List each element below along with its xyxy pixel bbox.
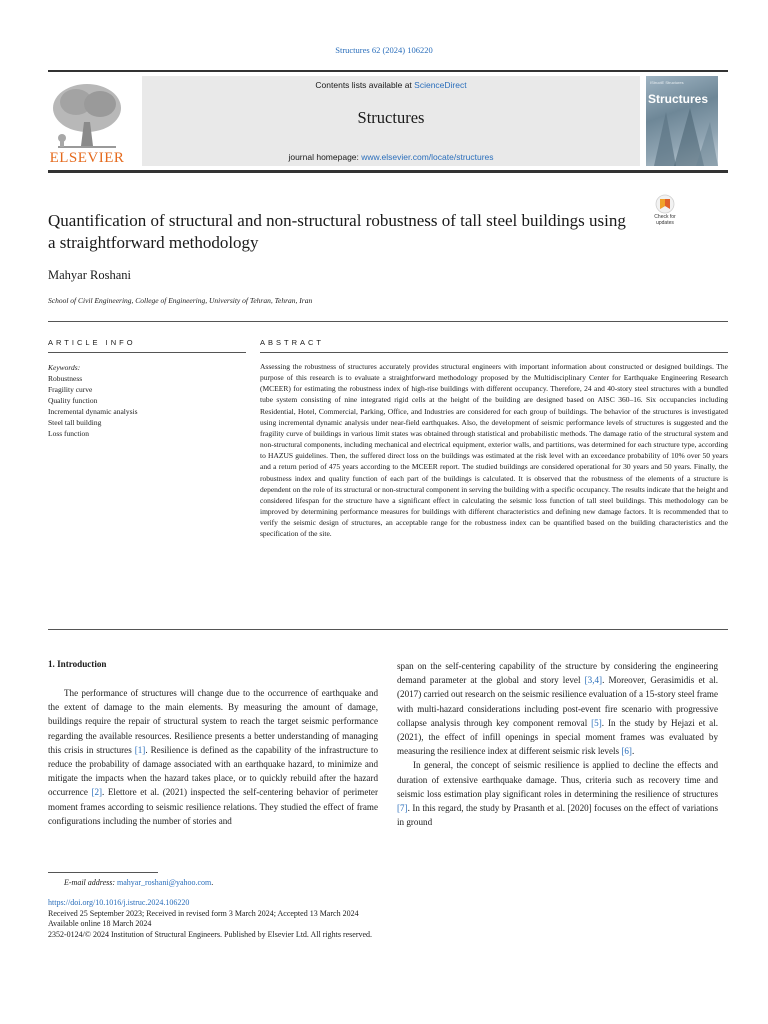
paragraph-text: . Moreover, Gerasimidis et al. (2017) carried out research on the seismic resilience evaluation of a 15-story steel frame with multi-hazard considerations including post-event fire scenario with progressive collapse analysis through key component removal <box>397 675 718 728</box>
doi-link[interactable]: https://doi.org/10.1016/j.istruc.2024.106220 <box>48 898 190 907</box>
homepage-line <box>142 152 640 162</box>
cover-small-text: IStructE Structures <box>650 80 684 85</box>
badge-line-2: updates <box>656 220 674 226</box>
title-divider <box>48 321 728 322</box>
journal-homepage-link[interactable]: www.elsevier.com/locate/structures <box>361 152 494 162</box>
citation-ref-link[interactable]: [1] <box>134 744 146 755</box>
keyword-item: Incremental dynamic analysis <box>48 407 138 416</box>
header-top-rule <box>48 70 728 72</box>
journal-cover-image <box>646 76 718 166</box>
keyword-item: Quality function <box>48 396 98 405</box>
paragraph-text: . Elettore et al. (2021) inspected the self-centering behavior of perimeter moment frames according to seismic resilience relations. They studied the effect of frame configurations including the number of stories and <box>48 787 378 826</box>
paragraph-text: The performance of structures will change due to the occurrence of earthquake and the extent of damage to the main elements. By measuring the amount of damage, buildings require the repair of structural system to reach the target seismic performance regarding the available resources. Resilience presents a better understanding of managing this crisis in structures <box>48 688 378 755</box>
check-for-updates-icon <box>650 194 680 214</box>
badge-line-1: Check for <box>654 214 676 220</box>
sciencedirect-link[interactable]: ScienceDirect <box>414 80 467 90</box>
keyword-item: Steel tall building <box>48 418 102 427</box>
paragraph <box>397 659 718 758</box>
citation-ref-link[interactable]: [3,4] <box>584 675 603 686</box>
body-column-left <box>48 686 378 828</box>
body-column-right <box>397 659 718 829</box>
contents-line <box>142 80 640 90</box>
keyword-item: Robustness <box>48 374 83 383</box>
paragraph <box>397 758 718 829</box>
author-affiliation: School of Civil Engineering, College of Engineering, University of Tehran, Tehran, Iran <box>48 296 313 305</box>
keywords-heading: Keywords: <box>48 363 81 372</box>
copyright-notice: 2352-0124/© 2024 Institution of Structural Engineers. Published by Elsevier Ltd. All rights reserved. <box>48 929 373 939</box>
email-label: E-mail address: <box>64 878 118 887</box>
keyword-item: Fragility curve <box>48 385 93 394</box>
abstract-text: Assessing the robustness of structures accurately provides structural engineers with important information about constructed or designed buildings. The purpose of this research is to evaluate a straightforward methodology proposed by the Multidisciplinary Center for Earthquake Engineering Research (MCEER) for estimating the robustness index of high-rise buildings with different occupancy. Therefore, 24 and 40-story steel structures with a bundled tube system consisting of nine integrated rigid cells at the height of the building are designed based on AISC 360–16. Six occupancies including Residential, Hotel, Commercial, Parking, Office, and Industries are considered for each group of buildings. The behavior of the structures is investigated using incremental dynamic analysis under near-field earthquakes. Also, the development of seismic performance levels of structures is suggested and the fragility curve of buildings in various limit states was obtained through statistical and probabilistic methods. The damage ratio of the structural system and non-structural components, including mechanical and electrical equipment, exterior walls, and partitions, was determined for each structure type, according to HAZUS guidelines. Then, the suffered direct loss on the buildings was estimated at the risk level with an exceedance probability of 10% over 50 years and a return period of 475 years according to the MCEER report. The studied buildings are considered operational for 30 years and 50 years. Finally, the robustness index and quality function of each part of the buildings is calculated. It is observed that the robustness of the elements of a structure is dependent on the role of its structural or non-structural component in serving the building with a specific occupancy. The results indicate that the height and considered lifespan for the structure have a significant effect in calculating the seismic loss function of tall steel buildings. This methodology can be improved by determining performance measures for buildings with different characteristics and defining new damage factors. It is recommended that to verify the seismic design of structures, an acceptable range for the robustness index can be quantified based on the building characteristics and the specification of the site. <box>260 362 728 539</box>
keyword-item: Loss function <box>48 429 90 438</box>
check-for-updates-badge[interactable] <box>650 194 680 230</box>
journal-citation[interactable]: Structures 62 (2024) 106220 <box>335 45 433 55</box>
author-email-link[interactable]: mahyar_roshani@yahoo.com <box>117 878 212 887</box>
paragraph-text: . Resilience is defined as the capability of the infrastructure to reduce the probability of damage associated with an earthquake hazard, to minimize and mitigate the impacts when the hazard takes place, or to quickly rebuild after the hazard occurrence <box>48 744 379 798</box>
contents-prefix: Contents lists available at <box>315 80 415 90</box>
homepage-prefix: journal homepage: <box>288 152 362 162</box>
abstract-divider <box>48 629 728 630</box>
abstract-label: ABSTRACT <box>260 338 325 347</box>
keywords-list <box>48 362 246 439</box>
article-title: Quantification of structural and non-structural robustness of tall steel buildings using a straightforward methodology <box>48 211 626 252</box>
paragraph-text: span on the self-centering capability of the structure by considering the engineering demand parameter at the global and story level <box>397 661 718 686</box>
available-online-date: Available online 18 March 2024 <box>48 919 152 928</box>
journal-name: Structures <box>357 108 425 127</box>
cover-building-graphic <box>646 108 718 166</box>
paragraph-text: . In the study by Hejazi et al. (2021), the effect of infill openings in special moment frames was evaluated by measuring the resilience index at different seismic risk levels <box>397 717 718 757</box>
citation-ref-link[interactable]: [2] <box>91 787 103 798</box>
citation-ref-link[interactable]: [6] <box>621 746 632 757</box>
article-info-rule <box>48 352 246 353</box>
cover-title: Structures <box>648 92 709 106</box>
footnote-rule <box>48 872 158 873</box>
paragraph-text: . In this regard, the study by Prasanth et al. [2020] focuses on the effect of variations in ground <box>397 803 718 828</box>
author-email-footnote <box>64 878 213 887</box>
elsevier-wordmark: ELSEVIER <box>49 150 125 166</box>
header-bottom-rule <box>48 170 728 173</box>
citation-ref-link[interactable]: [5] <box>591 717 602 728</box>
abstract-rule <box>260 352 728 353</box>
citation-ref-link[interactable]: [7] <box>397 803 408 814</box>
email-end: . <box>211 878 214 887</box>
article-info-label: ARTICLE INFO <box>48 338 136 347</box>
article-footer <box>48 898 372 940</box>
paragraph <box>48 686 378 828</box>
section-heading-introduction: 1. Introduction <box>48 659 107 669</box>
received-dates: Received 25 September 2023; Received in revised form 3 March 2024; Accepted 13 March 2024 <box>48 908 359 918</box>
paragraph-text: In general, the concept of seismic resilience is applied to decline the effects and duration of extensive earthquake damage. Thus, criteria such as recovery time and seismic loss estimation play significant roles in determining the resilience of structures <box>397 760 718 799</box>
paragraph-text: . <box>631 746 635 757</box>
author-name: Mahyar Roshani <box>48 268 131 282</box>
